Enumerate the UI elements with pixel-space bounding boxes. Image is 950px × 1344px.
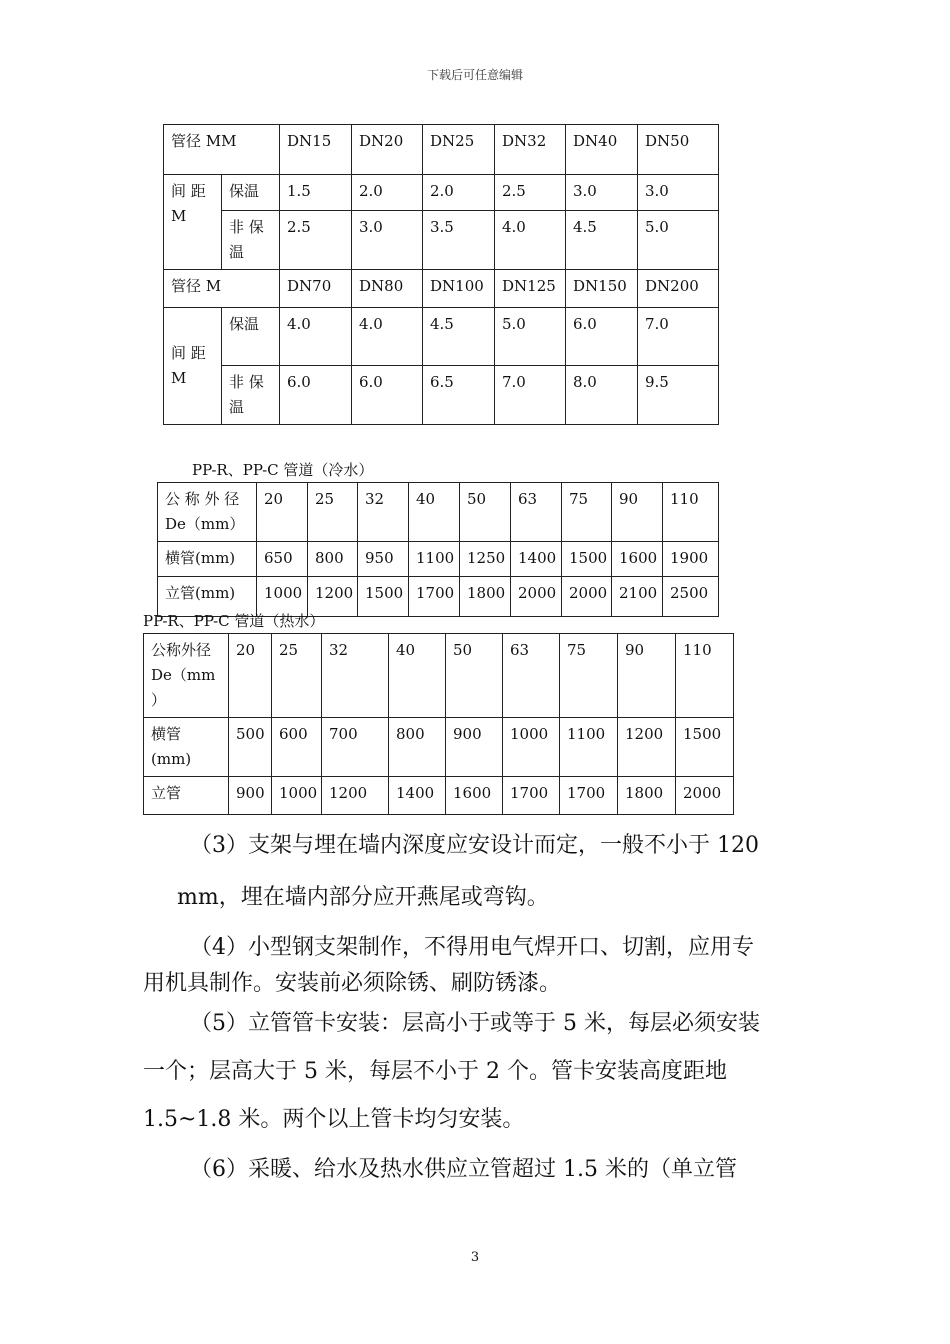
table-cell: 900: [446, 718, 503, 777]
table-cell: 1100: [560, 718, 618, 777]
table-cell: 6.5: [423, 366, 495, 425]
table-cell: 1400: [389, 777, 446, 815]
table-cell: 3.0: [566, 175, 638, 211]
table-cell: 800: [308, 542, 358, 577]
steel-pipe-spacing-table: [163, 124, 719, 425]
table-cell: 2.5: [495, 175, 566, 211]
table-cell: DN40: [566, 125, 638, 175]
table-cell: 20: [257, 483, 308, 542]
table-cell: 63: [511, 483, 562, 542]
table-cell: 1100: [409, 542, 460, 577]
table-cell: 1600: [446, 777, 503, 815]
table-row: [164, 211, 719, 270]
table-cell: 20: [229, 634, 272, 718]
table-cell: 75: [562, 483, 612, 542]
table-cell: 500: [229, 718, 272, 777]
table-cell: 6.0: [280, 366, 352, 425]
table-cell: DN150: [566, 270, 638, 308]
paragraph-3-line-1: （3）支架与埋在墙内深度应安设计而定，一般不小于 120: [190, 833, 759, 858]
table-cell: 600: [272, 718, 322, 777]
table-cell: 7.0: [638, 308, 719, 366]
table-cell: 4.5: [423, 308, 495, 366]
table-cell: 1250: [460, 542, 511, 577]
table-cell: 4.0: [352, 308, 423, 366]
table-cell: 110: [663, 483, 719, 542]
table-row: [158, 483, 719, 542]
table-cell: 6.0: [352, 366, 423, 425]
table-cell: 2.5: [280, 211, 352, 270]
cold-water-table: [157, 482, 719, 617]
table-cell: 1600: [612, 542, 663, 577]
table-cell: 1000: [272, 777, 322, 815]
table-cell: 1000: [257, 577, 308, 617]
table-cell: 1500: [358, 577, 409, 617]
table-row: [164, 366, 719, 425]
table-cell: 1800: [618, 777, 676, 815]
paragraph-5-line-1: （5）立管管卡安装：层高小于或等于 5 米，每层必须安装: [190, 1011, 760, 1036]
table-cell: 800: [389, 718, 446, 777]
table-cell: 4.0: [280, 308, 352, 366]
table-cell: DN100: [423, 270, 495, 308]
table-cell: 63: [503, 634, 560, 718]
table-row: [164, 125, 719, 175]
table-cell: 1200: [618, 718, 676, 777]
table-cell: 立管: [144, 777, 229, 815]
table-cell: 25: [308, 483, 358, 542]
table-cell: 50: [446, 634, 503, 718]
table-cell: 2.0: [352, 175, 423, 211]
table-cell: 700: [322, 718, 389, 777]
table-row: [144, 718, 734, 777]
table-cell: 4.5: [566, 211, 638, 270]
page-number: 3: [470, 1250, 480, 1265]
table-cell: 4.0: [495, 211, 566, 270]
paragraph-5-line-2: 一个；层高大于 5 米，每层不小于 2 个。管卡安装高度距地: [143, 1059, 727, 1084]
table-row: [158, 542, 719, 577]
table-cell: 32: [358, 483, 409, 542]
table-row: [144, 634, 734, 718]
table-cell: 5.0: [638, 211, 719, 270]
table-row: [164, 308, 719, 366]
table-cell: 75: [560, 634, 618, 718]
table-cell: 立管(mm): [158, 577, 257, 617]
table-cell: DN125: [495, 270, 566, 308]
cold-water-caption: PP-R、PP-C 管道（冷水）: [192, 461, 374, 479]
table-cell: 32: [322, 634, 389, 718]
table-cell: 2100: [612, 577, 663, 617]
table-cell: DN32: [495, 125, 566, 175]
hot-water-table: [143, 633, 734, 815]
table-cell: 非 保 温: [222, 366, 280, 425]
table-cell: 保温: [222, 175, 280, 211]
table-cell: 2.0: [423, 175, 495, 211]
table-cell: 3.0: [638, 175, 719, 211]
table-cell: 650: [257, 542, 308, 577]
table-cell: DN25: [423, 125, 495, 175]
table-row: [164, 270, 719, 308]
table-cell: 2000: [511, 577, 562, 617]
table-cell: 间 距 M: [164, 175, 222, 270]
table-cell: 110: [676, 634, 734, 718]
table-cell: 1500: [562, 542, 612, 577]
table-cell: 50: [460, 483, 511, 542]
paragraph-4-line-2: 用机具制作。安装前必须除锈、刷防锈漆。: [143, 971, 562, 996]
table-cell: DN80: [352, 270, 423, 308]
table-cell: 950: [358, 542, 409, 577]
table-cell: 间 距 M: [164, 308, 222, 425]
table-cell: 1700: [503, 777, 560, 815]
table-cell: 1400: [511, 542, 562, 577]
table-cell: DN20: [352, 125, 423, 175]
table-cell: 40: [409, 483, 460, 542]
table-cell: DN200: [638, 270, 719, 308]
paragraph-3-line-2: mm，埋在墙内部分应开燕尾或弯钩。: [177, 885, 549, 910]
paragraph-5-line-3: 1.5~1.8 米。两个以上管卡均匀安装。: [143, 1107, 525, 1132]
table-cell: 8.0: [566, 366, 638, 425]
table-cell: 管径 M: [164, 270, 280, 308]
table-cell: 9.5: [638, 366, 719, 425]
table-cell: 90: [618, 634, 676, 718]
table-cell: 公称外径 De（mm ）: [144, 634, 229, 718]
table-cell: 1.5: [280, 175, 352, 211]
table-cell: 1500: [676, 718, 734, 777]
table-cell: 5.0: [495, 308, 566, 366]
table-cell: 3.0: [352, 211, 423, 270]
table-cell: 6.0: [566, 308, 638, 366]
table-cell: 1700: [409, 577, 460, 617]
table-cell: 1800: [460, 577, 511, 617]
table-cell: 非 保 温: [222, 211, 280, 270]
table-cell: 90: [612, 483, 663, 542]
table-cell: 2000: [676, 777, 734, 815]
table-cell: 保温: [222, 308, 280, 366]
table-cell: 7.0: [495, 366, 566, 425]
table-cell: 25: [272, 634, 322, 718]
table-row: [144, 777, 734, 815]
table-row: [164, 175, 719, 211]
table-cell: DN70: [280, 270, 352, 308]
table-cell: 2500: [663, 577, 719, 617]
table-cell: 横管(mm): [158, 542, 257, 577]
paragraph-6-line-1: （6）采暖、给水及热水供应立管超过 1.5 米的（单立管: [190, 1157, 737, 1182]
hot-water-caption: PP-R、PP-C 管道（热水）: [143, 612, 325, 630]
table-cell: 1200: [308, 577, 358, 617]
table-cell: 1000: [503, 718, 560, 777]
table-cell: 管径 MM: [164, 125, 280, 175]
table-cell: 40: [389, 634, 446, 718]
table-cell: 3.5: [423, 211, 495, 270]
table-cell: DN50: [638, 125, 719, 175]
table-cell: DN15: [280, 125, 352, 175]
table-cell: 公 称 外 径 De（mm）: [158, 483, 257, 542]
table-cell: 1200: [322, 777, 389, 815]
table-cell: 2000: [562, 577, 612, 617]
page-header: 下载后可任意编辑: [426, 68, 523, 82]
paragraph-4-line-1: （4）小型钢支架制作，不得用电气焊开口、切割，应用专: [190, 935, 754, 960]
table-cell: 1900: [663, 542, 719, 577]
table-cell: 横管 (mm): [144, 718, 229, 777]
table-cell: 900: [229, 777, 272, 815]
table-cell: 1700: [560, 777, 618, 815]
